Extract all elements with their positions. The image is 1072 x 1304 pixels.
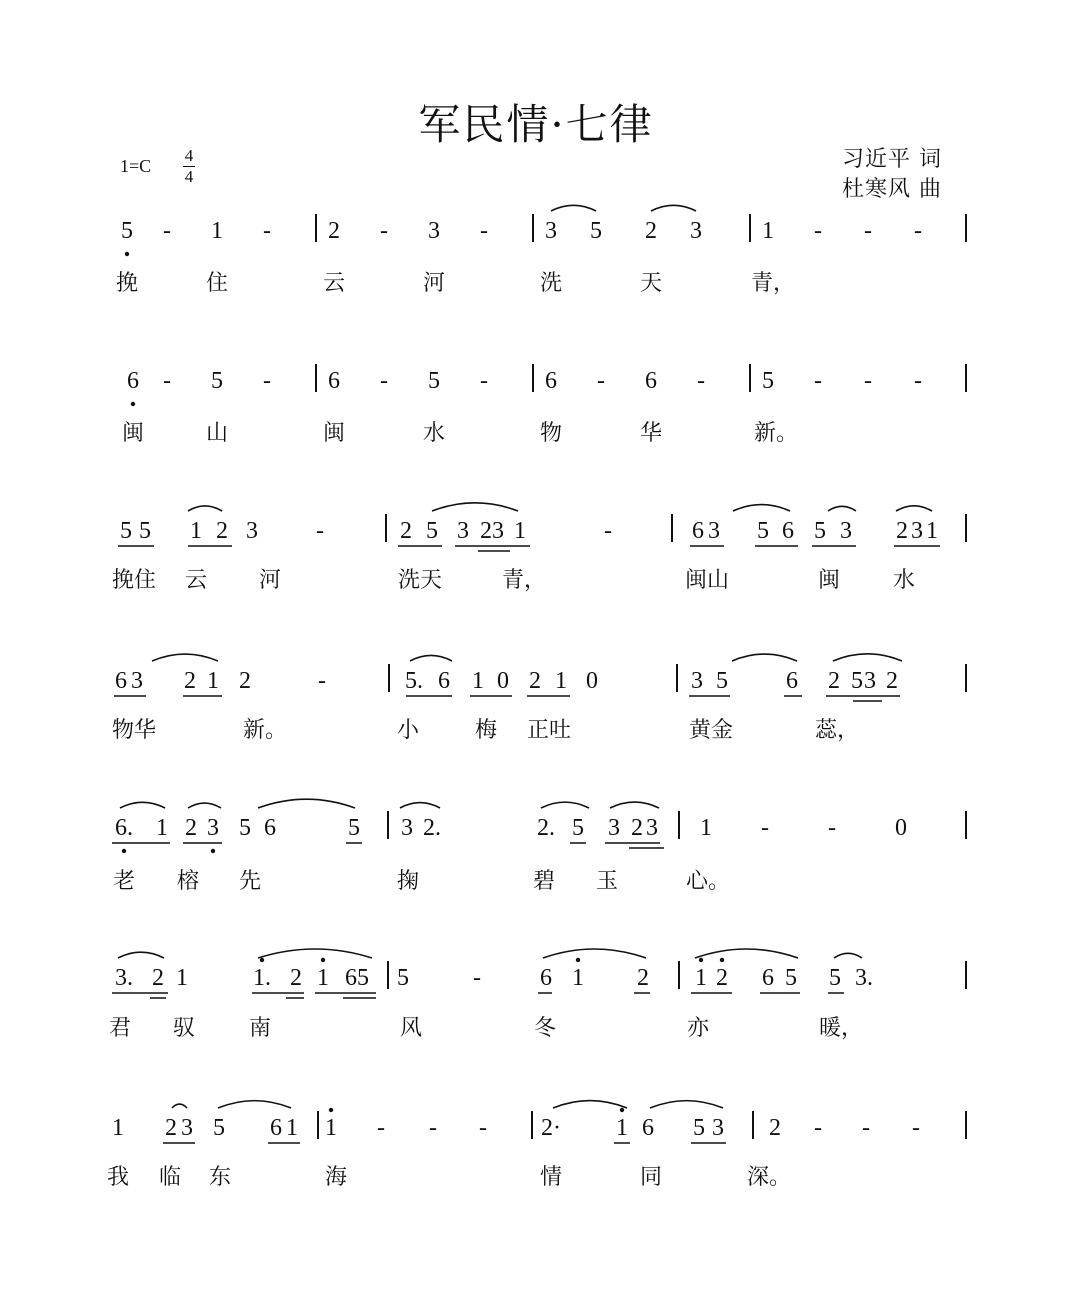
note: - [912,1115,920,1141]
note: 2 [769,1115,781,1141]
slur [258,949,372,958]
note: 1 [207,668,219,694]
lyric: 挽 [115,271,139,296]
lyric: 闽 [322,421,346,446]
note: - [429,1115,437,1141]
note: 3 [457,518,469,544]
note: 2· [541,1115,561,1141]
note: 1 [190,518,202,544]
note: 3 [708,518,720,544]
note: 6 [127,368,139,394]
key-signature: 1=C [120,156,152,176]
time-signature-bottom: 4 [184,167,194,186]
note: 1 [176,965,188,991]
lyric: 老 [112,869,136,894]
slur [258,799,355,808]
note: - [380,218,388,244]
note: 5 [428,368,440,394]
note: 5 [397,965,409,991]
note: - [473,965,481,991]
octave-dot-above [329,1108,333,1112]
note: 1 [472,668,484,694]
slur [828,506,856,511]
note: - [163,218,171,244]
note: 2 [290,965,302,991]
note: 5 [357,965,369,991]
lyric: 物华 [111,718,157,743]
note: - [604,518,612,544]
lyric: 先 [238,869,262,894]
note: 5 [139,518,151,544]
octave-dot-below [211,849,215,853]
slur [120,802,165,808]
note: 1 [695,965,707,991]
note: 6 [645,368,657,394]
lyric: 暖， [818,1016,864,1041]
note: 1 [286,1115,298,1141]
note: 2 [645,218,657,244]
note: 5 [572,815,584,841]
note: 5 [851,668,863,694]
octave-dot-above [699,958,703,962]
note: 6 [786,668,798,694]
note: 5 [121,218,133,244]
note: 1 [572,965,584,991]
lyric: 新。 [753,421,799,446]
note: 2 [328,218,340,244]
lyric: 黄金 [688,718,734,743]
note: 6. [115,815,133,841]
lyric: 闽山 [684,568,730,593]
note: 3 [840,518,852,544]
note: - [479,1115,487,1141]
slur [732,654,797,661]
note: 2 [886,668,898,694]
lyric: 亦 [686,1016,710,1041]
note: 5 [590,218,602,244]
note: 3. [855,965,873,991]
note: - [862,1115,870,1141]
note: 5 [716,668,728,694]
note: - [318,668,326,694]
note: 6 [438,668,450,694]
note: 2 [152,965,164,991]
slur [400,803,440,808]
lyric: 洗 [539,271,563,296]
composer-credit: 杜寒风 曲 [842,177,942,202]
note: 3 [911,518,923,544]
lyric: 水 [892,568,916,593]
lyric: 情 [539,1165,563,1190]
note: 1 [616,1115,628,1141]
note: 2 [637,965,649,991]
lyric: 正吐 [526,718,572,743]
note: 5 [426,518,438,544]
note: 3 [207,815,219,841]
lyric: 河 [422,271,446,296]
slur [410,655,452,661]
lyric: 云 [184,568,208,593]
note: - [263,218,271,244]
lyric: 闽 [817,568,841,593]
lyric: 新。 [242,718,288,743]
note: - [480,218,488,244]
slur [834,953,862,958]
note: 5 [814,518,826,544]
note: - [380,368,388,394]
slur [896,506,932,511]
lyric: 临 [158,1165,182,1190]
note: 2. [537,815,555,841]
note: 2 [400,518,412,544]
lyric: 风 [399,1016,423,1041]
note: 1 [700,815,712,841]
slur [610,802,659,808]
note: 6 [642,1115,654,1141]
lyric: 住 [205,271,229,296]
note: 3 [401,815,413,841]
lyric: 梅 [474,718,498,743]
note: - [914,368,922,394]
slur [432,503,518,511]
slur [551,205,596,211]
lyric: 挽住 [111,568,157,593]
note: - [828,815,836,841]
note: 3 [246,518,258,544]
lyric: 心。 [685,869,731,894]
lyric: 青， [750,271,796,296]
note: 3 [545,218,557,244]
note: 2 [184,668,196,694]
lyric: 我 [106,1165,130,1190]
note: 0 [895,815,907,841]
note: 0 [586,668,598,694]
lyric: 东 [208,1165,232,1190]
note: 3. [115,965,133,991]
lyric: 云 [322,271,346,296]
slur [152,654,218,661]
lyric: 蕊， [814,718,860,743]
lyric: 同 [639,1165,663,1190]
lyric: 小 [396,718,420,743]
note: - [914,218,922,244]
slur [188,803,221,808]
note: 3 [608,815,620,841]
note: 2 [896,518,908,544]
note: - [814,1115,822,1141]
note: - [480,368,488,394]
note: 5 [348,815,360,841]
note: 3 [864,668,876,694]
note: 3 [712,1115,724,1141]
note: 1. [253,965,271,991]
lyric: 河 [258,568,282,593]
lyric: 洗天 [397,568,443,593]
note: 5 [239,815,251,841]
lyric: 深。 [746,1165,792,1190]
note: 3 [691,668,703,694]
note: 5 [757,518,769,544]
lyric: 南 [248,1016,272,1041]
octave-dot-below [122,849,126,853]
note: 6 [345,965,357,991]
note: 2 [185,815,197,841]
note: 1 [112,1115,124,1141]
note: - [761,815,769,841]
octave-dot-above [576,958,580,962]
note: - [814,368,822,394]
lyric: 碧 [532,869,556,894]
note: 5 [829,965,841,991]
note: 5 [213,1115,225,1141]
octave-dot-below [131,402,135,406]
note: 3 [181,1115,193,1141]
lyric: 冬 [533,1016,557,1041]
note: - [597,368,605,394]
note: - [864,368,872,394]
note: 6 [270,1115,282,1141]
note: 6 [540,965,552,991]
note: - [864,218,872,244]
note: 1 [926,518,938,544]
note: 1 [156,815,168,841]
note: 6 [328,368,340,394]
octave-dot-above [720,958,724,962]
slur [218,1101,291,1108]
note: 5 [693,1115,705,1141]
octave-dot-above [321,958,325,962]
lyric: 青， [501,568,547,593]
note: 1 [762,218,774,244]
note: - [163,368,171,394]
slur [118,952,164,958]
slur [188,506,222,511]
note: 3 [131,668,143,694]
lyric: 榕 [176,869,200,894]
lyric: 君 [108,1016,132,1041]
lyric: 物 [539,421,563,446]
note: 6 [692,518,704,544]
note: 6 [782,518,794,544]
note: 3 [428,218,440,244]
note: 1 [514,518,526,544]
note: 2 [165,1115,177,1141]
note: 5 [785,965,797,991]
note: 2 [529,668,541,694]
note: 6 [115,668,127,694]
note: 5 [211,368,223,394]
note: - [316,518,324,544]
slur [650,1101,723,1108]
note: 2 [631,815,643,841]
note: - [263,368,271,394]
note: 6 [264,815,276,841]
note: 2 [828,668,840,694]
note: 2. [423,815,441,841]
slur [172,1104,187,1108]
note: 3 [690,218,702,244]
note: 6 [762,965,774,991]
octave-dot-above [620,1108,624,1112]
octave-dot-below [125,252,129,256]
note: - [377,1115,385,1141]
slur [543,949,646,958]
note: 3 [492,518,504,544]
note: 2 [239,668,251,694]
note: 0 [497,668,509,694]
note: 1 [211,218,223,244]
note: 5 [120,518,132,544]
slur [695,949,798,958]
time-signature-top: 4 [184,146,194,165]
lyric: 水 [422,421,446,446]
note: 1 [555,668,567,694]
note: 1 [317,965,329,991]
note: - [814,218,822,244]
note: 1 [325,1115,337,1141]
slur [553,1101,627,1108]
note: 2 [480,518,492,544]
note: 5 [762,368,774,394]
note: 5. [405,668,423,694]
slur [833,654,902,661]
lyric: 天 [639,271,663,296]
note: 2 [716,965,728,991]
slur [651,205,696,211]
lyric: 掬 [396,869,420,894]
note: 2 [216,518,228,544]
slur [541,802,589,808]
note: - [697,368,705,394]
lyric: 驭 [172,1016,196,1041]
octave-dot-above [260,958,264,962]
note: 3 [646,815,658,841]
note: 6 [545,368,557,394]
score-title: 军民情·七律 [418,100,654,149]
lyric: 山 [205,421,229,446]
lyric: 海 [324,1165,348,1190]
lyricist-credit: 习近平 词 [842,147,942,172]
lyric: 闽 [121,421,145,446]
lyric: 玉 [595,869,619,894]
slur [733,505,790,511]
lyric: 华 [639,421,663,446]
